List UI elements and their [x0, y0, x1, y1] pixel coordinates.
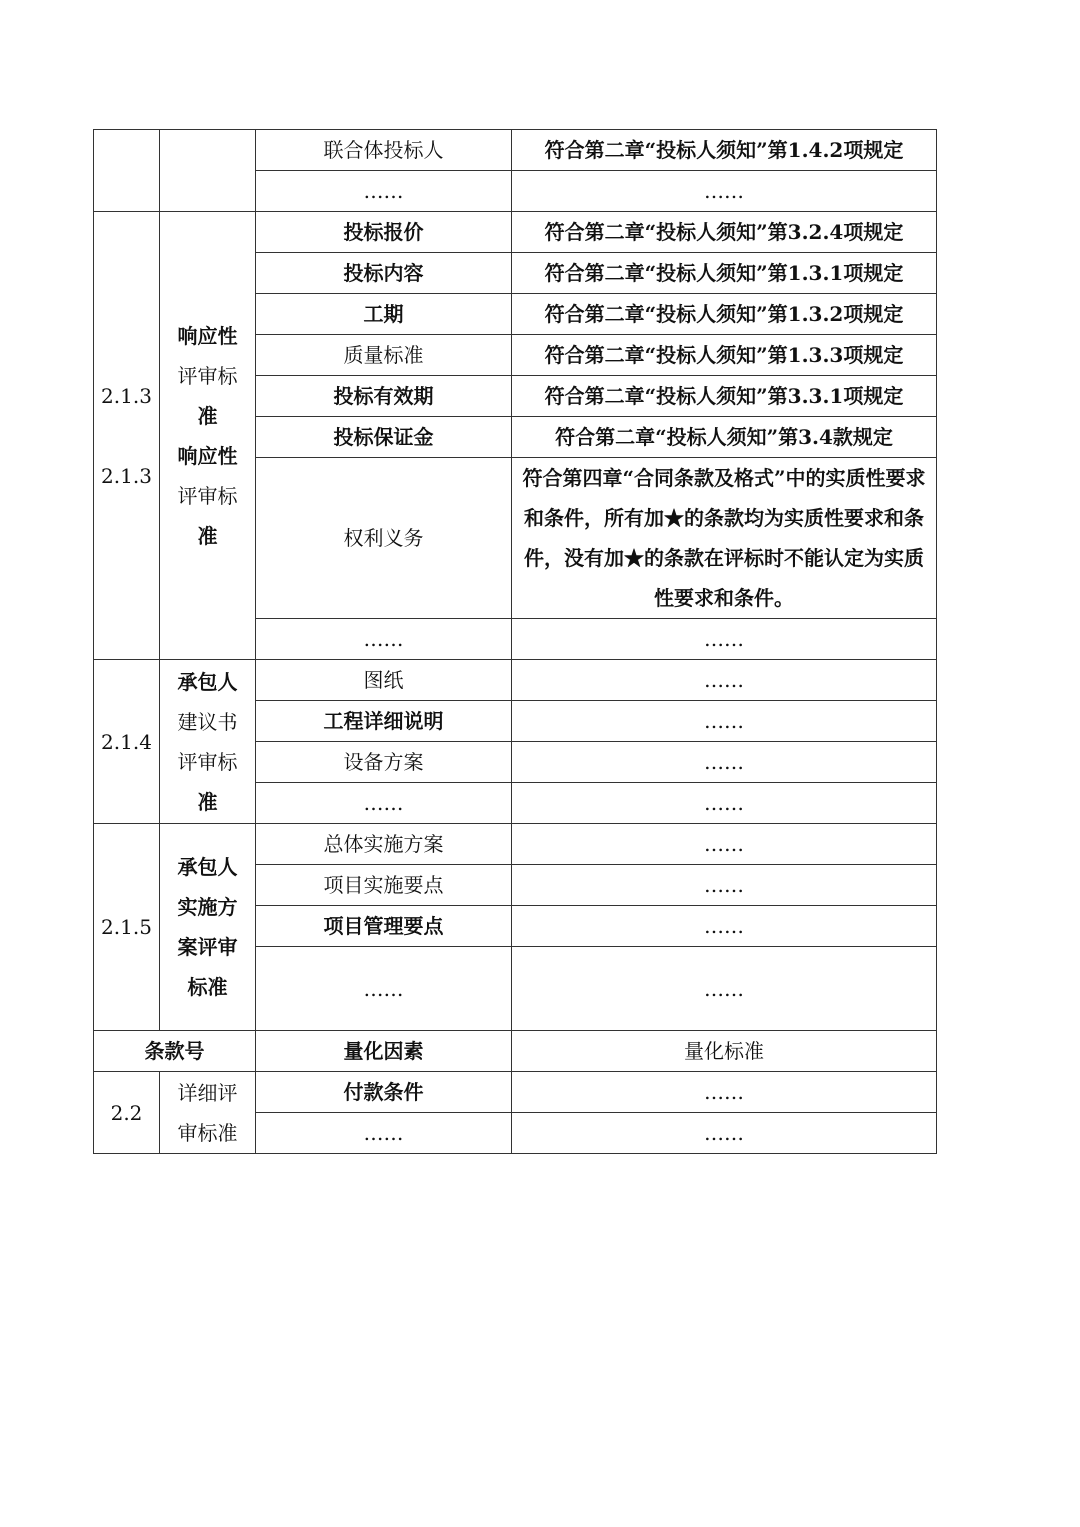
factor-cell: 投标内容 — [256, 253, 512, 294]
category-line: 准 — [197, 523, 218, 548]
factor-cell: 项目实施要点 — [256, 865, 512, 906]
category-line: 准 — [197, 403, 218, 428]
standard-cell: …… — [512, 824, 937, 865]
clause-number: 2.1.4 — [94, 660, 160, 824]
standard-cell: …… — [512, 783, 937, 824]
clause-number: 2.1.3 — [101, 463, 152, 488]
standard-cell: 符合第二章“投标人须知”第3.2.4项规定 — [512, 212, 937, 253]
clause-number-2-1-3 — [94, 212, 160, 660]
category-implementation — [160, 824, 256, 1031]
standard-cell: …… — [512, 906, 937, 947]
factor-cell: 工期 — [256, 294, 512, 335]
table-row — [94, 212, 937, 253]
category-line: 详细评 — [177, 1080, 238, 1105]
standard-cell: 符合第二章“投标人须知”第3.3.1项规定 — [512, 376, 937, 417]
factor-cell: …… — [256, 171, 512, 212]
table-row — [94, 824, 937, 865]
category-responsiveness — [160, 212, 256, 660]
clause-number: 2.1.3 — [101, 383, 152, 408]
factor-cell: 投标保证金 — [256, 417, 512, 458]
factor-cell: …… — [256, 783, 512, 824]
standard-cell: …… — [512, 1072, 937, 1113]
category-cell-empty — [160, 130, 256, 212]
category-line: 承包人 — [177, 669, 238, 694]
table-row — [94, 1072, 937, 1113]
standard-cell: 符合第四章“合同条款及格式”中的实质性要求和条件，所有加★的条款均为实质性要求和条件，没有加★的条款在评标时不能认定为实质性要求和条件。 — [512, 458, 937, 619]
clause-number: 2.2 — [94, 1072, 160, 1154]
factor-cell: 投标有效期 — [256, 376, 512, 417]
standard-cell: …… — [512, 865, 937, 906]
factor-cell: 权利义务 — [256, 458, 512, 619]
standard-cell: …… — [512, 660, 937, 701]
standard-cell: …… — [512, 742, 937, 783]
standard-cell: 符合第二章“投标人须知”第1.4.2项规定 — [512, 130, 937, 171]
standard-cell: …… — [512, 701, 937, 742]
factor-cell: 工程详细说明 — [256, 701, 512, 742]
table-row — [94, 660, 937, 701]
factor-cell: 质量标准 — [256, 335, 512, 376]
standard-cell: …… — [512, 947, 937, 1031]
category-line: 评审标 — [177, 483, 238, 508]
factor-cell: 项目管理要点 — [256, 906, 512, 947]
category-line: 响应性 — [177, 323, 238, 348]
standard-cell: 符合第二章“投标人须知”第1.3.3项规定 — [512, 335, 937, 376]
clause-cell-empty — [94, 130, 160, 212]
category-line: 案评审 — [177, 935, 238, 959]
clause-number: 2.1.5 — [94, 824, 160, 1031]
category-line: 审标准 — [177, 1120, 238, 1145]
standard-cell: …… — [512, 619, 937, 660]
factor-cell: …… — [256, 1113, 512, 1154]
evaluation-criteria-table — [93, 129, 937, 1154]
factor-cell: 设备方案 — [256, 742, 512, 783]
category-line: 评审标 — [177, 363, 238, 388]
category-line: 评审标 — [177, 749, 238, 774]
category-line: 准 — [197, 789, 218, 814]
standard-cell: 符合第二章“投标人须知”第1.3.2项规定 — [512, 294, 937, 335]
factor-cell: 总体实施方案 — [256, 824, 512, 865]
standard-cell: …… — [512, 171, 937, 212]
column-header-standard: 量化标准 — [512, 1031, 937, 1072]
table-header-row — [94, 1031, 937, 1072]
factor-cell: …… — [256, 619, 512, 660]
category-line: 建议书 — [177, 709, 238, 734]
category-line: 标准 — [187, 975, 228, 999]
column-header-clause: 条款号 — [94, 1031, 256, 1072]
category-proposal — [160, 660, 256, 824]
category-line: 承包人 — [177, 855, 238, 879]
category-detailed — [160, 1072, 256, 1154]
column-header-factor: 量化因素 — [256, 1031, 512, 1072]
factor-cell: 付款条件 — [256, 1072, 512, 1113]
table-row — [94, 130, 937, 171]
factor-cell: 联合体投标人 — [256, 130, 512, 171]
category-line: 响应性 — [177, 443, 238, 468]
standard-cell: …… — [512, 1113, 937, 1154]
factor-cell: 投标报价 — [256, 212, 512, 253]
standard-cell: 符合第二章“投标人须知”第1.3.1项规定 — [512, 253, 937, 294]
standard-cell: 符合第二章“投标人须知”第3.4款规定 — [512, 417, 937, 458]
factor-cell: 图纸 — [256, 660, 512, 701]
category-line: 实施方 — [177, 895, 238, 919]
factor-cell: …… — [256, 947, 512, 1031]
